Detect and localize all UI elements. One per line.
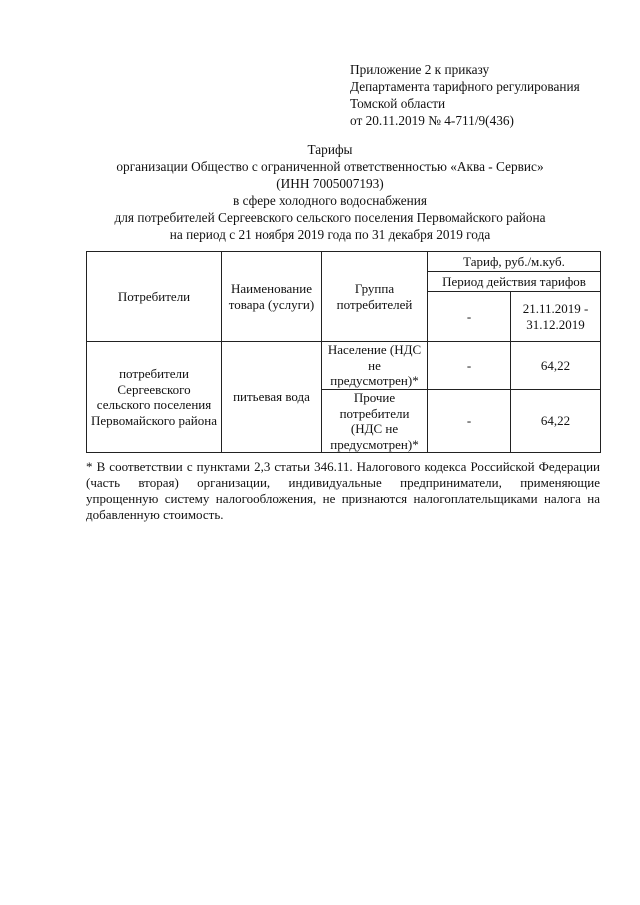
- appendix-header: [350, 61, 580, 129]
- title-organization: организации Общество с ограниченной ответственностью «Аква - Сервис»: [116, 159, 544, 174]
- cell-consumers: потребители Сергеевского сельского поселения Первомайского района: [87, 342, 222, 453]
- header-consumers: Потребители: [87, 252, 222, 342]
- cell-value: 64,22: [511, 342, 601, 390]
- title-sphere: в сфере холодного водоснабжения: [232, 193, 427, 208]
- title-inn: (ИНН 7005007193): [276, 176, 384, 191]
- table-row: [87, 342, 601, 390]
- cell-product: питьевая вода: [222, 342, 322, 453]
- cell-value: -: [428, 390, 511, 453]
- title-heading: Тарифы: [307, 142, 353, 157]
- header-period: Период действия тарифов: [428, 272, 601, 292]
- header-tariff: Тариф, руб./м.куб.: [428, 252, 601, 272]
- title-period: на период с 21 ноября 2019 года по 31 декабря 2019 года: [169, 227, 491, 242]
- appendix-line: Департамента тарифного регулирования: [350, 79, 580, 94]
- appendix-line: Приложение 2 к приказу: [350, 62, 490, 77]
- cell-value: 64,22: [511, 390, 601, 453]
- header-period-col2: 21.11.2019 - 31.12.2019: [511, 292, 601, 342]
- header-group: Группа потребителей: [322, 252, 428, 342]
- cell-group: Население (НДС не предусмотрен)*: [322, 342, 428, 390]
- table-header-row: [87, 252, 601, 272]
- document-title: [80, 141, 580, 243]
- appendix-order-date: от 20.11.2019 № 4-711/9(436): [350, 113, 514, 128]
- cell-group: Прочие потребители (НДС не предусмотрен)*: [322, 390, 428, 453]
- footnote: * В соответствии с пунктами 2,3 статьи 346.11. Налогового кодекса Российской Федерации (часть вторая) организации, индивидуальные предприниматели, применяющие упрощенную систему налогообложения, не признаются налогоплательщиками налога на добавленную стоимость.: [86, 459, 600, 522]
- header-product: Наименование товара (услуги): [222, 252, 322, 342]
- appendix-line: Томской области: [350, 96, 446, 111]
- tariff-table: [86, 251, 601, 453]
- header-period-col1: -: [428, 292, 511, 342]
- title-consumers: для потребителей Сергеевского сельского поселения Первомайского района: [114, 210, 546, 225]
- cell-value: -: [428, 342, 511, 390]
